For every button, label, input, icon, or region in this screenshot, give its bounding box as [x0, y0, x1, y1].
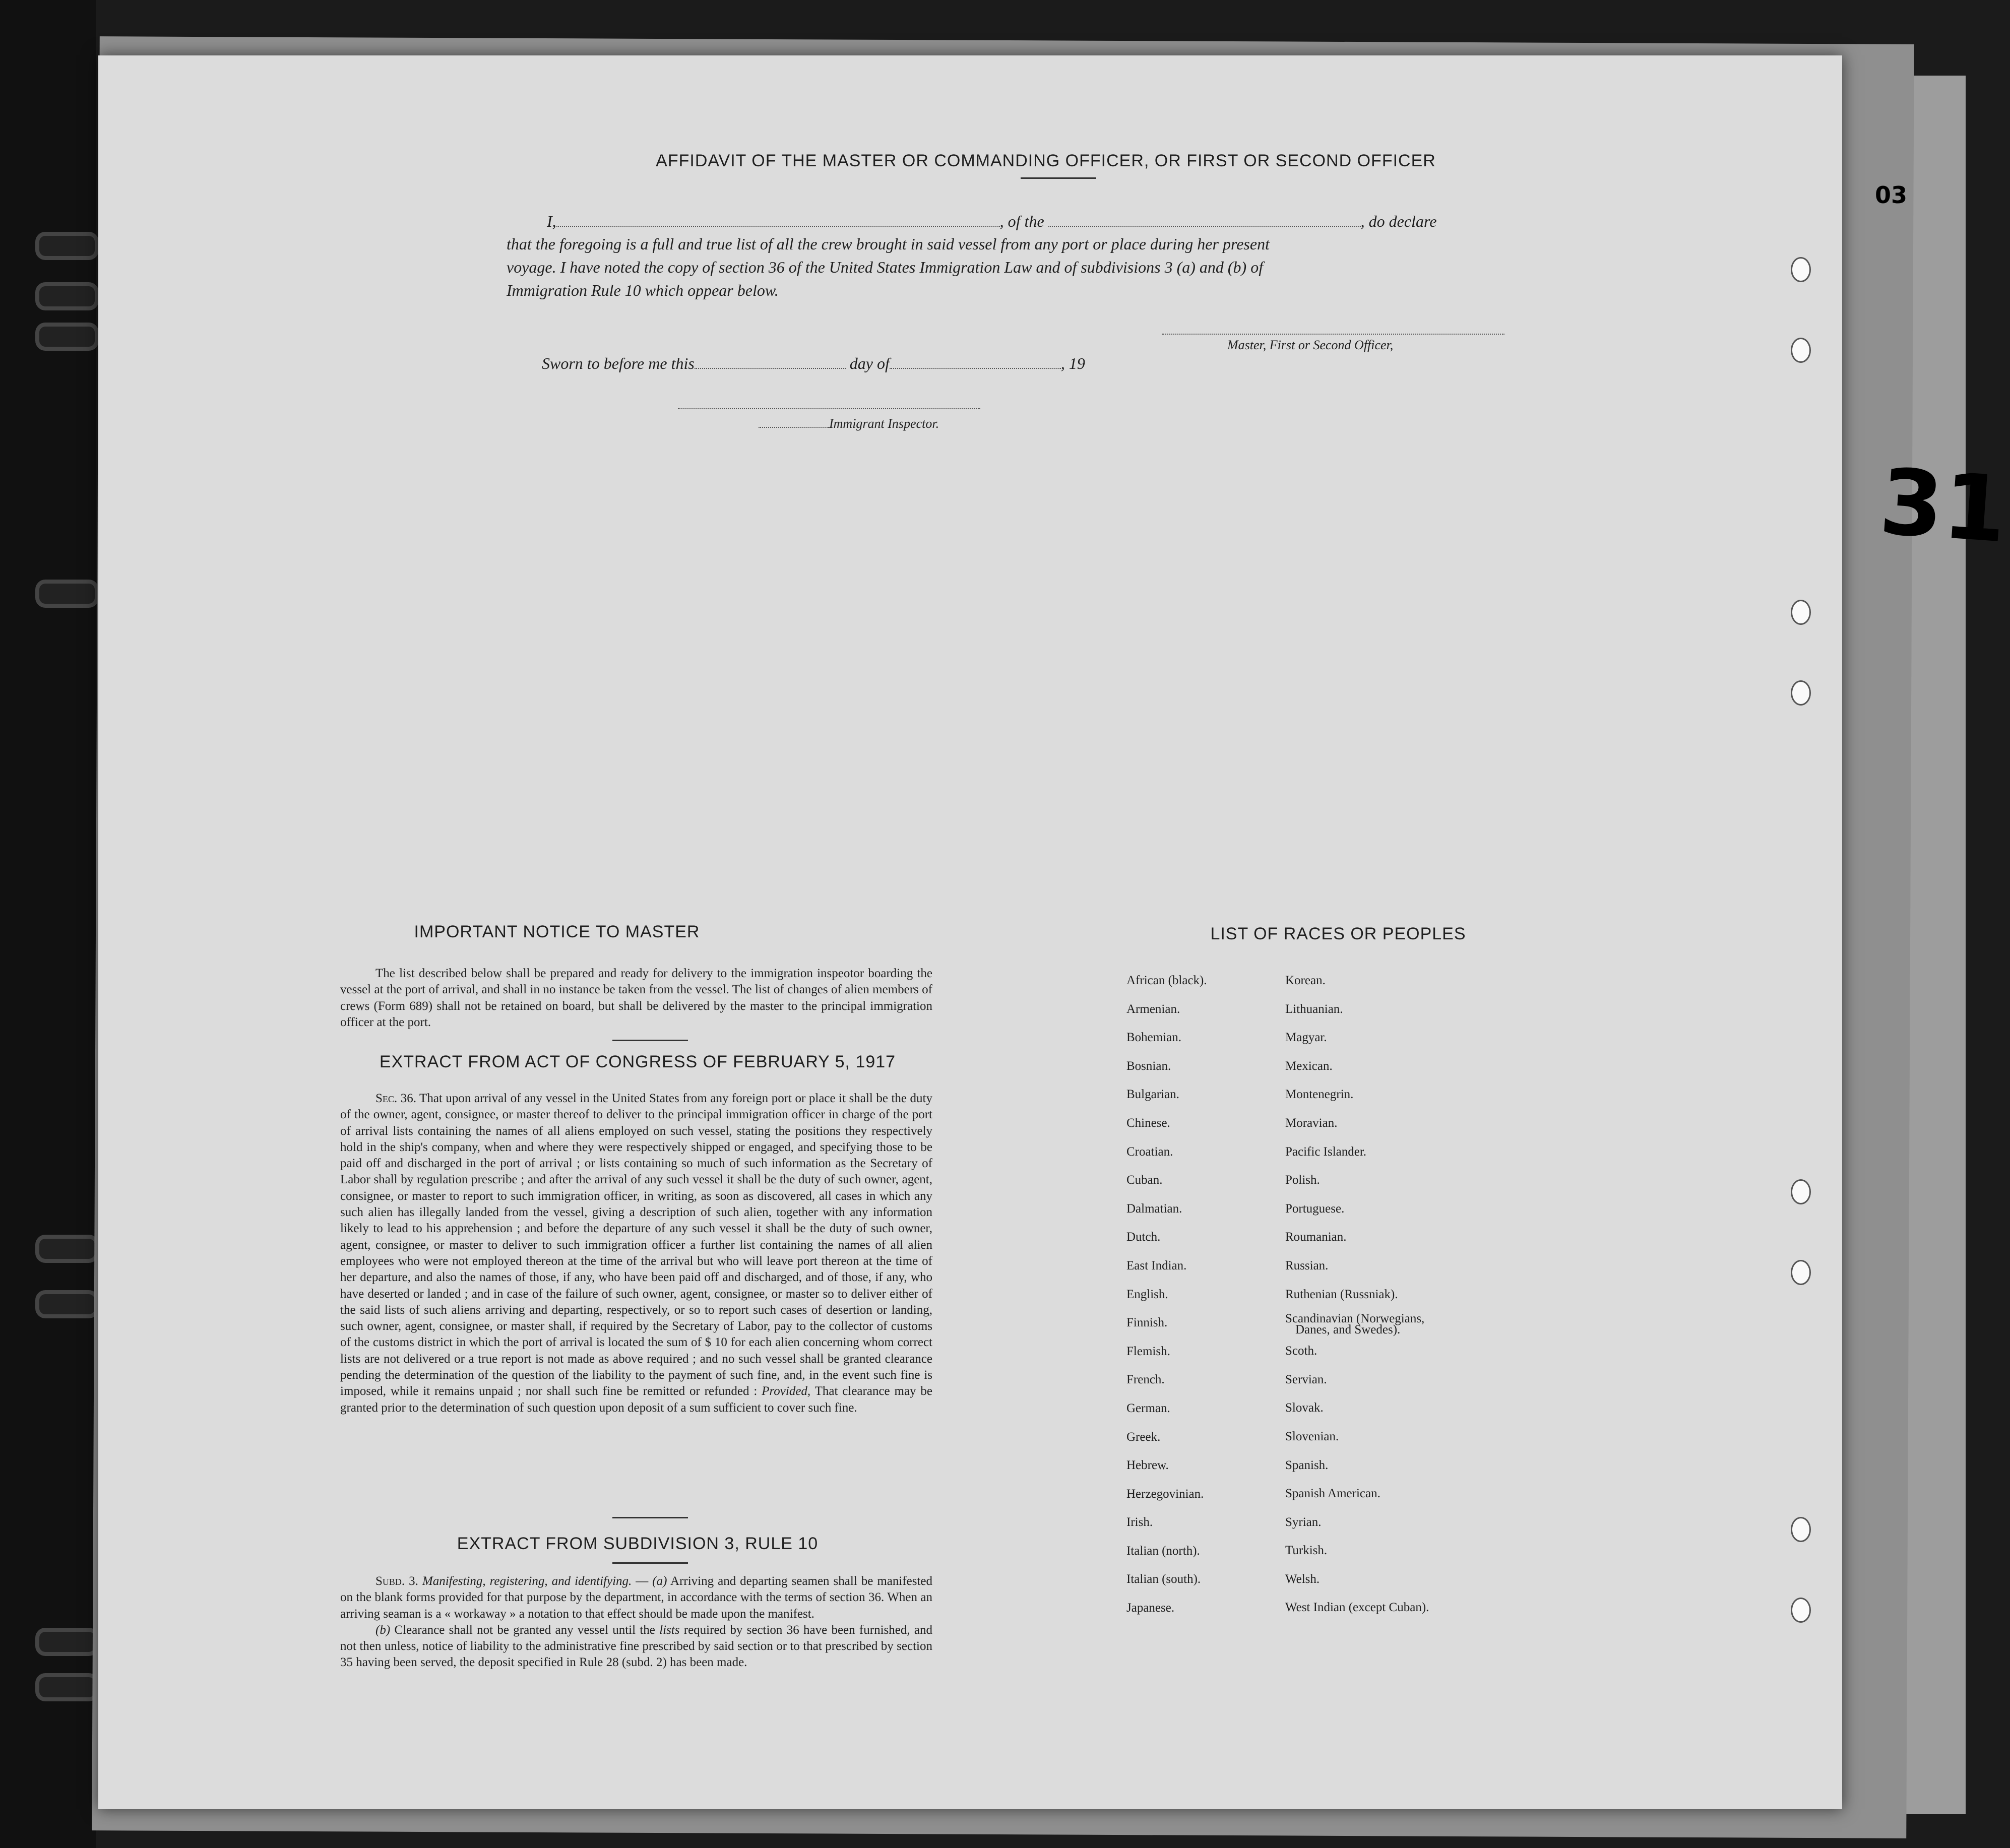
sec-label: Sec. 36.	[375, 1092, 416, 1105]
race-item: Korean.	[1285, 974, 1326, 987]
binder-ring	[35, 323, 99, 351]
act-text-end: That clearance may be granted prior to the determination of such question upon deposit of a sum sufficient to cover such fine.	[340, 1384, 932, 1415]
race-item: Irish.	[1126, 1515, 1153, 1530]
race-item: Scoth.	[1285, 1344, 1317, 1358]
race-item: Spanish.	[1285, 1458, 1329, 1472]
punch-hole	[1791, 257, 1811, 282]
race-item: Dalmatian.	[1126, 1201, 1182, 1216]
race-item: Lithuanian.	[1285, 1002, 1343, 1016]
subd-b-paragraph	[340, 1622, 932, 1671]
subd-label: Subd. 3.	[375, 1574, 418, 1588]
rule-text-block	[340, 1573, 932, 1671]
divider	[612, 1562, 688, 1564]
handwritten-number: 31	[1876, 449, 2010, 563]
subd-b-label: (b)	[375, 1623, 391, 1637]
affidavit-line-1	[547, 212, 1436, 231]
subd-b-text-2: required by section 36 have been furnished, and not then unless, notice of liability to the administrative fine prescribed by said section or to that prescribed by section 35 having been served, the deposit specified in Rule 28 (subd. 2) has been made.	[340, 1623, 932, 1670]
binder-ring	[35, 1673, 99, 1701]
punch-hole	[1791, 338, 1811, 363]
affidavit-line-2: that the foregoing is a full and true list of all the crew brought in said vessel from any port or place during her present	[507, 235, 1270, 253]
race-item: Bulgarian.	[1126, 1088, 1179, 1102]
binder-ring	[35, 1290, 99, 1318]
race-item: Welsh.	[1285, 1572, 1320, 1586]
race-item: Danes, and Swedes).	[1295, 1323, 1401, 1337]
affidavit-title: AFFIDAVIT OF THE MASTER OR COMMANDING OFFICER, OR FIRST OR SECOND OFFICER	[656, 151, 1436, 170]
binder-ring	[35, 232, 99, 260]
subd-b-lists: lists	[659, 1623, 680, 1637]
race-item: Hebrew.	[1126, 1458, 1169, 1473]
day-blank	[695, 354, 846, 369]
race-item: Ruthenian (Russniak).	[1285, 1287, 1398, 1301]
punch-hole	[1791, 680, 1811, 706]
provided-text: Provided,	[762, 1384, 811, 1398]
race-item: Roumanian.	[1285, 1230, 1347, 1244]
punch-hole	[1791, 1260, 1811, 1285]
notice-text-block	[340, 966, 932, 1031]
day-of-text: day of	[849, 354, 890, 372]
race-item: Croatian.	[1126, 1144, 1173, 1159]
affidavit-i: I,	[547, 212, 556, 230]
race-item: Russian.	[1285, 1258, 1329, 1272]
sworn-text: Sworn to before me this	[542, 354, 695, 372]
subd-title: Manifesting, registering, and identifying.	[422, 1574, 632, 1588]
race-item: Syrian.	[1285, 1515, 1322, 1529]
month-blank	[890, 354, 1061, 369]
race-item: Scandinavian (Norwegians,	[1285, 1312, 1425, 1326]
race-item: Polish.	[1285, 1173, 1320, 1187]
inspector-text: Immigrant Inspector.	[829, 416, 939, 431]
divider	[612, 1517, 688, 1518]
race-item: English.	[1126, 1287, 1168, 1301]
binder-edge	[0, 0, 96, 1848]
punch-hole	[1791, 600, 1811, 625]
race-item: Flemish.	[1126, 1344, 1170, 1358]
rule-title: EXTRACT FROM SUBDIVISION 3, RULE 10	[457, 1534, 819, 1553]
race-item: Chinese.	[1126, 1116, 1170, 1130]
race-item: West Indian (except Cuban).	[1285, 1601, 1429, 1615]
races-right-column	[1285, 967, 1429, 1622]
races-title: LIST OF RACES OR PEOPLES	[1210, 924, 1466, 943]
race-item: Pacific Islander.	[1285, 1144, 1367, 1159]
race-item: Bohemian.	[1126, 1031, 1182, 1045]
inspector-signature-line	[678, 408, 980, 409]
divider	[612, 1040, 688, 1041]
act-title: EXTRACT FROM ACT OF CONGRESS OF FEBRUARY 5, 1917	[379, 1052, 896, 1071]
year-text: , 19	[1060, 354, 1085, 372]
affidavit-of-the: , of the	[999, 212, 1044, 230]
race-item: Slovenian.	[1285, 1429, 1339, 1443]
race-item: Bosnian.	[1126, 1059, 1171, 1073]
race-item: Slovak.	[1285, 1401, 1324, 1415]
race-item: Greek.	[1126, 1430, 1161, 1444]
vessel-blank	[1048, 212, 1361, 227]
divider	[1021, 177, 1096, 179]
race-item: Portuguese.	[1285, 1201, 1345, 1216]
notice-paragraph: The list described below shall be prepared and ready for delivery to the immigration inspeotor boarding the vessel at the port of arrival, and shall in no instance be taken from the vessel. The list of changes of alien members of crews (Form 689) shall not be retained on board, but shall be delivered by the master to the principal immigration officer at the port.	[340, 967, 932, 1029]
subd-a-label: (a)	[652, 1574, 667, 1588]
binder-ring	[35, 1628, 99, 1656]
subd-a-paragraph: Subd. 3. Manifesting, registering, and identifying. — (a) Arriving and departing seamen shall be manifested on the blank forms provided for that purpose by the department, in accordance with the terms of section 36. When an arriving seaman is a « workaway » a notation to that effect should be made upon the manifest.	[340, 1574, 933, 1621]
manifest-page	[98, 55, 1842, 1809]
race-item: Mexican.	[1285, 1059, 1333, 1073]
affidavit-line-3: voyage. I have noted the copy of section 36 of the United States Immigration Law and of subdivisions 3 (a) and (b) of	[507, 258, 1264, 276]
stamp-number: 03	[1875, 181, 1908, 209]
notice-title: IMPORTANT NOTICE TO MASTER	[414, 922, 700, 941]
act-text: That upon arrival of any vessel in the United States from any foreign port or place it shall be the duty of the owner, agent, consignee, or master thereof to deliver to the principal immigration officer in charge of the port of arrival lists containing the names of all aliens employed on such vessel, stating the positions they respectively hold in the ship's company, when and where they were respectively shipped or engaged, and specifying those to be paid off and discharged in the port of arrival ; or lists containing so much of such information as the Secretary of Labor shall by regulation prescribe ; and after the arrival of any such vessel it shall be the duty of such owner, agent, consignee, or master to report to such immigration officer, in writing, as soon as discovered, all cases in which any such alien has illegally landed from the vessel, giving a description of such alien, together with any information likely to lead to his apprehension ; and before the departure of any such vessel it shall be the duty of such owner, agent, consignee, or master to deliver to such immigration officer a further list containing the names of all alien employees who were not employed thereon at the time of the arrival but who will leave port thereon at the time of her departure, and also the names of those, if any, who have been paid off and discharged, and of those, if any, who have deserted or landed ; and in case of the failure of such owner, agent, consignee, or master so to deliver either of the said lists of such aliens arriving and departing, respectively, or so to report such cases of desertion or landing, such owner, agent, consignee, or master shall, if required by the Secretary of Labor, pay to the collector of customs of the customs district in which the port of arrival is located the sum of $ 10 for each alien concerning whom correct lists are not delivered or a true report is not made as above required ; and no such vessel shall be granted clearance pending the determination of the question of the liability to the payment of such fine, and, in the event such fine is imposed, while it remains unpaid ; nor shall such fine be remitted or refunded :	[340, 1092, 932, 1398]
races-left-column	[1126, 967, 1207, 1623]
binder-ring	[35, 282, 99, 310]
affidavit-line-4: Immigration Rule 10 which oppear below.	[507, 281, 779, 299]
subd-b-text-1: Clearance shall not be granted any vessel until the	[394, 1623, 655, 1637]
inspector-blank	[759, 417, 829, 428]
punch-hole	[1791, 1179, 1811, 1204]
race-item: Italian (south).	[1126, 1572, 1201, 1586]
act-text-block	[340, 1091, 932, 1416]
race-item: Dutch.	[1126, 1230, 1161, 1244]
race-item: French.	[1126, 1373, 1165, 1387]
punch-hole	[1791, 1598, 1811, 1623]
affidavit-declare: , do declare	[1360, 212, 1437, 230]
race-item: Moravian.	[1285, 1116, 1338, 1130]
race-item: Japanese.	[1126, 1601, 1175, 1615]
race-item: Montenegrin.	[1285, 1088, 1354, 1102]
race-item: Cuban.	[1126, 1173, 1163, 1187]
inspector-label	[759, 416, 939, 431]
race-item: East Indian.	[1126, 1258, 1187, 1272]
race-item: Turkish.	[1285, 1544, 1328, 1558]
name-blank	[556, 212, 1000, 227]
race-item: Italian (north).	[1126, 1544, 1200, 1558]
binder-ring	[35, 580, 99, 608]
master-signature-label: Master, First or Second Officer,	[1227, 338, 1394, 352]
act-paragraph	[340, 1091, 932, 1416]
sworn-line	[542, 354, 1085, 373]
race-item: Spanish American.	[1285, 1487, 1380, 1501]
punch-hole	[1791, 1517, 1811, 1542]
binder-ring	[35, 1235, 99, 1263]
race-item: African (black).	[1126, 974, 1207, 987]
race-item: Herzegovinian.	[1126, 1487, 1204, 1501]
signature-line	[1162, 334, 1504, 335]
race-item: Finnish.	[1126, 1316, 1168, 1330]
race-item: Magyar.	[1285, 1031, 1327, 1045]
subd-a-text: Arriving and departing seamen shall be manifested on the blank forms provided for that purpose by the department, in accordance with the terms of section 36. When an arriving seaman is a « workaway » a notation to that effect should be made upon the manifest.	[340, 1574, 933, 1621]
race-item: German.	[1126, 1401, 1170, 1415]
race-item: Servian.	[1285, 1372, 1327, 1386]
race-item: Armenian.	[1126, 1002, 1180, 1016]
